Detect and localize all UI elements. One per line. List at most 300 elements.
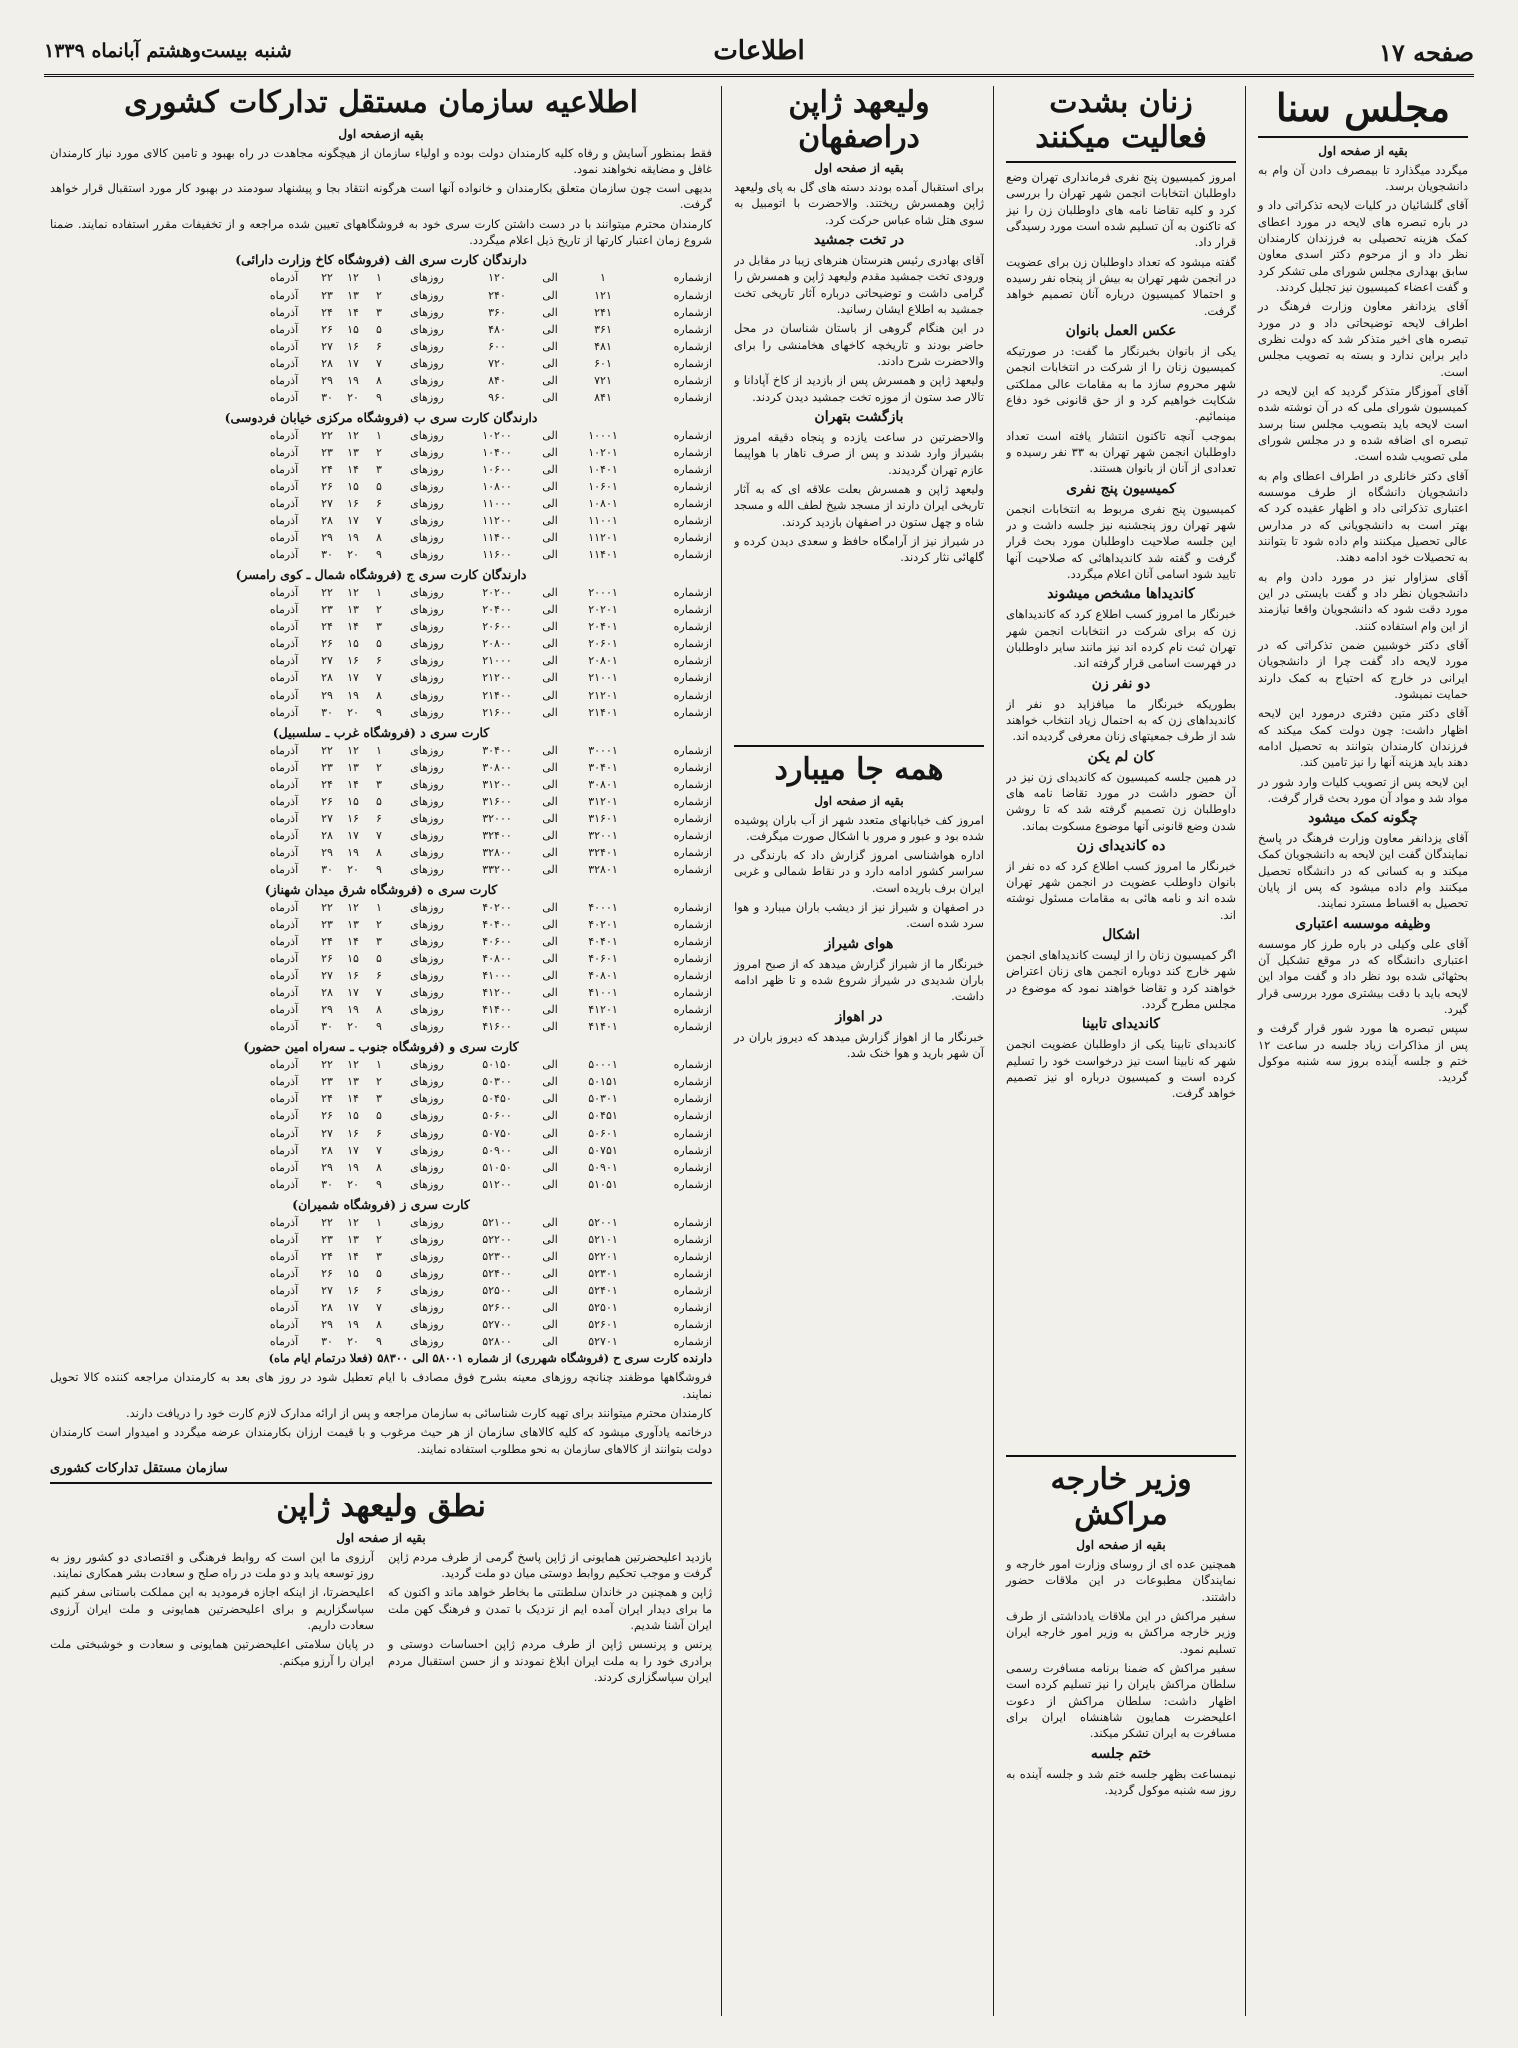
schedule-cell-num: ۳۲۰۰۰ [482,811,512,825]
schedule-cell-to: الی [542,1160,558,1174]
schedule-cell-d1: ۱ [376,271,382,285]
schedule-cell-d2: ۱۹ [347,373,359,387]
schedule-cell-to: الی [542,548,558,562]
paragraph: سفیر مراکش که ضمنا برنامه مسافرت رسمی سلطان مراکش بایران را نیز تسلیم کرده است اظهار داشت: سلطان مراکش از دعوت اعلیحضرت همایون شاهنشاه ایران برای مسافرت به ایران تشکر میکند. [1006,1660,1236,1741]
paragraph: آقای یزدانفر معاون وزارت فرهنگ در اطراف لایحه توضیحاتی داد و در مورد تبصره های اخیر متذکر شد که دولت نظری دایر براین ندارد و بسته به تصویب مجلس است. [1258,299,1468,379]
schedule-cell-days: روزهای [410,986,444,1000]
schedule-row [50,1214,712,1231]
schedule-cell-d1: ۳ [376,620,382,634]
schedule-row [50,1176,712,1193]
schedule-cell-label: ازشماره [673,479,712,493]
schedule-group-title: کارت سری ز (فروشگاه شمیران) [292,1196,470,1212]
schedule-cell-d1: ۱ [376,1215,382,1229]
schedule-cell-month: آذرماه [269,935,299,949]
schedule-row [50,478,712,495]
schedule-cell-days: روزهای [410,1160,444,1174]
schedule-cell-d1: ۲ [376,760,382,774]
schedule-row [50,495,712,512]
subheading: دو نفر زن [1091,675,1151,692]
schedule-cell-d2: ۱۶ [347,1283,359,1297]
schedule-cell-to: الی [542,1249,558,1263]
schedule-row [50,512,712,529]
paragraph: آقای آموزگار متذکر گردید که این لایحه در کمیسیون شورای ملی که در آن نوشته شده است لایحه باید بتصویب مجلس سنا برسد تبصره ای اضافه شده و در مجلس شورای ملی تصویب شده است. [1258,383,1468,464]
schedule-cell-month: آذرماه [269,828,299,842]
schedule-cell-to: الی [542,271,558,285]
schedule-cell-month: آذرماه [269,760,299,774]
crown-body [734,179,984,739]
schedule-cell-month: آذرماه [269,339,299,353]
schedule-cell-days: روزهای [410,654,444,668]
paragraph: امروز کف خیابانهای متعدد شهر از آب باران پوشیده شده بود و عبور و مرور با اشکال صورت میگرفت. [734,812,984,843]
schedule-cell-from: ۵۰۱۵۱ [588,1075,618,1089]
schedule-cell-days: روزهای [410,671,444,685]
schedule-cell-from: ۵۲۶۰۱ [588,1318,618,1331]
schedule-cell-d2: ۱۶ [347,497,359,511]
schedule-cell-d3: ۲۹ [321,1318,333,1331]
schedule-row [50,529,712,546]
schedule-cell-d2: ۱۳ [347,918,359,932]
schedule-cell-d2: ۱۴ [347,462,359,476]
speech-continued: بقیه از صفحه اول [336,1530,426,1545]
schedule-group-title: دارندگان کارت سری ج (فروشگاه شمال ـ کوی رامسر) [235,567,527,583]
schedule-cell-label: ازشماره [673,373,712,387]
schedule-cell-days: روزهای [410,1283,444,1297]
schedule-cell-d1: ۶ [376,811,382,825]
schedule-row [50,269,712,286]
schedule-row [50,793,712,810]
schedule-cell-d3: ۲۹ [321,1160,333,1174]
schedule-cell-label: ازشماره [673,1300,712,1314]
schedule-cell-d1: ۹ [376,1177,382,1191]
schedule-cell-month: آذرماه [269,671,299,685]
schedule-cell-d3: ۲۹ [321,688,333,702]
paragraph: والاحضرتین در ساعت یازده و پنجاه دقیقه امروز بشیراز وارد شدند و پس از صرف ناهار با هواپیما عازم تهران گردیدند. [734,429,984,477]
schedule-cell-month: آذرماه [269,845,299,859]
schedule-cell-label: ازشماره [673,705,712,719]
schedule-cell-from: ۳۶۱ [594,322,612,336]
schedule-cell-to: الی [542,390,558,404]
schedule-cell-from: ۵۰۳۰۱ [588,1092,618,1106]
schedule-cell-d3: ۳۰ [321,390,333,404]
schedule-cell-d1: ۶ [376,654,382,668]
schedule-cell-label: ازشماره [673,671,712,685]
schedule-cell-month: آذرماه [269,1335,299,1349]
schedule-row [50,321,712,338]
schedule-cell-d1: ۲ [376,288,382,302]
schedule-cell-d3: ۲۶ [321,637,333,651]
schedule-row [50,827,712,844]
schedule-cell-d3: ۲۸ [321,514,333,528]
schedule-cell-d2: ۱۴ [347,777,359,791]
jamiyard-rule [734,745,984,747]
foreign-body [1006,1556,1236,1798]
schedule-cell-d2: ۲۰ [347,705,359,719]
paragraph: بطوریکه خبرنگار ما میافزاید دو نفر از کاندیداهای زن که به احتمال زیاد انتخاب خواهند شد از طرف جمعیتهای زنان معرفی گردیده اند. [1006,696,1236,744]
schedule-cell-d3: ۲۶ [321,1109,333,1123]
schedule-cell-d3: ۲۷ [321,1126,333,1140]
schedule-cell-label: ازشماره [673,952,712,966]
speech-body [50,1549,712,1686]
schedule-row [50,844,712,861]
paragraph: امروز کمیسیون پنج نفری فرمانداری تهران وضع داوطلبان انتخابات انجمن شهر تهران را بررسی کرد و کلیه تقاضا نامه های داوطلبان زن را نیز که تاکنون به آن تسلیم شده است مورد رسیدگی قرار داد. [1006,170,1236,250]
schedule-cell-label: ازشماره [673,1003,712,1017]
schedule-cell-label: ازشماره [673,637,712,651]
schedule-cell-to: الی [542,497,558,511]
schedule-cell-to: الی [542,462,558,476]
schedule-cell-d3: ۲۸ [321,1143,333,1157]
schedule-cell-from: ۱۲۱ [594,288,612,302]
schedule-cell-days: روزهای [410,828,444,842]
schedule-cell-num: ۱۱۶۰۰ [482,548,512,562]
schedule-cell-days: روزهای [410,603,444,617]
schedule-cell-num: ۱۰۴۰۰ [482,445,512,459]
schedule-cell-from: ۴۰۰۰۱ [588,900,618,914]
schedule-cell-from: ۳۲۸۰۱ [588,862,618,876]
schedule-row [50,899,712,916]
senate-rule [1258,136,1468,138]
schedule-cell-d1: ۳ [376,462,382,476]
schedule-cell-d2: ۱۲ [347,586,359,600]
schedule-cell-days: روزهای [410,531,444,545]
schedule-cell-days: روزهای [410,935,444,949]
schedule-cell-num: ۵۰۳۰۰ [482,1075,512,1089]
schedule-cell-d2: ۱۴ [347,935,359,949]
schedule-cell-days: روزهای [410,1126,444,1140]
schedule-cell-d2: ۱۷ [347,986,359,1000]
schedule-cell-month: آذرماه [269,390,299,404]
schedule-cell-label: ازشماره [673,356,712,370]
schedule-cell-month: آذرماه [269,705,299,719]
schedule-cell-d1: ۹ [376,390,382,404]
schedule-cell-days: روزهای [410,548,444,562]
paragraph: همچنین عده ای از روسای وزارت امور خارجه و نمایندگان مطبوعات در این ملاقات حضور داشتند. [1006,1557,1236,1604]
schedule-cell-d1: ۲ [376,918,382,932]
schedule-cell-label: ازشماره [673,1177,712,1191]
schedule-cell-month: آذرماه [269,969,299,983]
paragraph: ولیعهد ژاپن و همسرش پس از بازدید از کاخ آپادانا و تالار صد ستون از موزه تخت جمشید دیدن کردند. [734,373,984,404]
schedule-cell-label: ازشماره [673,900,712,914]
jamiyard-continued: بقیه از صفحه اول [814,793,904,808]
schedule-cell-from: ۵۰۴۵۱ [588,1109,618,1123]
schedule-cell-from: ۲۰۶۰۱ [588,637,618,651]
schedule-cell-num: ۵۰۴۵۰ [482,1092,512,1106]
subheading: کاندیداها مشخص میشوند [1047,586,1195,603]
schedule-cell-label: ازشماره [673,845,712,859]
schedule-cell-month: آذرماه [269,531,299,545]
paragraph: کمیسیون پنج نفری مربوط به انتخابات انجمن شهر تهران روز پنجشنبه نیز جلسه داشت و در این جلسه صلاحیت داوطلبان مورد بحث قرار گرفت و گفته شد کاندیداهائی که صلاحیت آنها تایید شود اسامی آنان اعلام میگردد. [1006,501,1236,581]
schedule-cell-d2: ۱۳ [347,1075,359,1089]
schedule-cell-month: آذرماه [269,462,299,476]
schedule-row [50,704,712,721]
schedule-cell-label: ازشماره [673,1092,712,1106]
schedule-cell-d2: ۲۰ [347,1177,359,1191]
schedule-cell-to: الی [542,760,558,774]
senate-continued: بقیه از صفحه اول [1318,143,1408,158]
schedule-cell-label: ازشماره [673,514,712,528]
schedule-cell-label: ازشماره [673,428,712,442]
schedule-cell-d2: ۱۳ [347,603,359,617]
schedule-row [50,635,712,652]
schedule-cell-num: ۵۲۸۰۰ [482,1335,512,1349]
schedule-cell-to: الی [542,654,558,668]
schedule-cell-from: ۳۰۴۰۱ [588,760,618,774]
schedule-cell-d1: ۵ [376,637,382,651]
schedule-cell-d2: ۱۵ [347,637,359,651]
schedule-cell-d3: ۲۴ [321,1092,333,1106]
schedule-cell-to: الی [542,688,558,702]
schedule-cell-d1: ۳ [376,1092,382,1106]
schedule-cell-from: ۵۰۰۰۱ [588,1058,618,1072]
schedule-cell-month: آذرماه [269,479,299,493]
schedule-cell-d1: ۷ [376,356,382,370]
schedule-cell-d1: ۸ [376,845,382,859]
schedule-cell-d3: ۲۴ [321,777,333,791]
paragraph: آقای یزدانفر معاون وزارت فرهنگ در پاسخ نمایندگان گفت این لایحه به دانشجویان کمک میکند و به کسانی که در دانشگاه تحصیل میکنند وام داده میشود که پس از پایان تحصیل به اقساط مسترد نمایند. [1258,831,1468,911]
schedule-cell-d2: ۱۷ [347,356,359,370]
women-body [1006,169,1236,1449]
schedule-row [50,584,712,601]
senate-headline: مجلس سنا [1275,86,1451,130]
schedule-cell-num: ۱۲۰ [488,271,506,285]
schedule-cell-month: آذرماه [269,1177,299,1191]
schedule-cell-d3: ۲۷ [321,497,333,511]
schedule-cell-from: ۵۰۶۰۱ [588,1126,618,1140]
schedule-row [50,652,712,669]
schedule-cell-from: ۱۰۰۰۱ [588,428,618,442]
paragraph: در شیراز نیز از آرامگاه حافظ و سعدی دیدن کرده و گلهائی نثار کردند. [734,533,984,565]
schedule-cell-month: آذرماه [269,1283,299,1297]
schedule-row [50,1316,712,1333]
schedule-cell-d2: ۱۳ [347,1232,359,1246]
schedule-cell-from: ۴۱۰۰۱ [588,986,618,1000]
schedule-cell-d2: ۱۶ [347,339,359,353]
schedule-cell-month: آذرماه [269,1143,299,1157]
schedule-cell-label: ازشماره [673,390,712,404]
schedule-cell-d3: ۲۹ [321,845,333,859]
schedule-cell-label: ازشماره [673,777,712,791]
schedule-cell-from: ۷۲۱ [594,373,612,387]
schedule-cell-days: روزهای [410,271,444,285]
newspaper-name: اطلاعات [713,36,805,66]
schedule-cell-to: الی [542,986,558,1000]
schedule-cell-from: ۲۴۱ [594,305,612,319]
paragraph: فقط بمنظور آسایش و رفاه کلیه کارمندان دولت بوده و اولیاء سازمان از هیچگونه مجاهدت در راه بهبود و تامین کالای مورد نیاز کارمندان غافل و مضایقه نخواهند نمود. [50,145,712,176]
schedule-cell-num: ۲۴۰ [488,288,506,302]
schedule-cell-month: آذرماه [269,1003,299,1017]
schedule-row [50,984,712,1001]
schedule-row [50,687,712,704]
schedule-cell-d1: ۹ [376,1335,382,1349]
schedule-cell-month: آذرماه [269,1160,299,1174]
schedule-cell-d1: ۸ [376,531,382,545]
schedule-cell-month: آذرماه [269,811,299,825]
schedule-cell-to: الی [542,935,558,949]
schedule-group-title: دارندگان کارت سری الف (فروشگاه کاخ وزارت دارائی) [235,252,527,268]
schedule-cell-to: الی [542,952,558,966]
schedule-cell-d3: ۳۰ [321,705,333,719]
schedule-cell-d1: ۲ [376,1232,382,1246]
schedule-cell-days: روزهای [410,339,444,353]
schedule-cell-d2: ۱۴ [347,620,359,634]
schedule-row [50,1159,712,1176]
schedule-cell-days: روزهای [410,637,444,651]
schedule-cell-month: آذرماه [269,373,299,387]
schedule-cell-month: آذرماه [269,548,299,562]
subheading: وظیفه موسسه اعتباری [1295,915,1431,932]
schedule-cell-to: الی [542,1232,558,1246]
schedule-cell-d3: ۲۳ [321,288,333,302]
paragraph: آقای علی وکیلی در باره طرز کار موسسه اعتباری دانشگاه که در موقع تشکیل آن بحثهائی شده بود نظر داد و گفت مواد این لایحه باید با دقت بیشتری مورد بررسی قرار گیرد. [1258,936,1468,1017]
paragraph: در پایان سلامتی اعلیحضرتین همایونی و سعادت و خوشبختی ملت ایران را آرزو میکنم. [50,1637,374,1668]
paragraph: خبرنگار ما از شیراز گزارش میدهد که از صبح امروز باران شدیدی در شیراز شروع شده و تا ظهر ادامه داشت. [734,956,984,1004]
schedule-cell-from: ۵۱۰۵۱ [588,1177,618,1191]
schedule-cell-label: ازشماره [673,305,712,319]
schedule-cell-label: ازشماره [673,986,712,1000]
schedule-cell-d1: ۷ [376,1300,382,1314]
schedule-cell-to: الی [542,1300,558,1314]
schedule-cell-d2: ۱۴ [347,1092,359,1106]
schedule-cell-d2: ۱۲ [347,271,359,285]
notice-column [44,86,718,2016]
schedule-cell-label: ازشماره [673,1160,712,1174]
schedule-cell-num: ۱۱۴۰۰ [482,531,512,545]
schedule-cell-d2: ۱۶ [347,654,359,668]
schedule-cell-d1: ۶ [376,969,382,983]
schedule-cell-num: ۳۱۶۰۰ [482,794,512,808]
schedule-cell-d1: ۲ [376,1075,382,1089]
jamiyard-body [734,812,984,1062]
schedule-cell-label: ازشماره [673,862,712,876]
schedule-cell-month: آذرماه [269,322,299,336]
schedule-cell-label: ازشماره [673,1058,712,1072]
schedule-cell-num: ۲۱۴۰۰ [482,688,512,702]
column-rule [721,86,722,2016]
schedule-cell-label: ازشماره [673,1126,712,1140]
schedule-cell-num: ۳۶۰ [488,305,506,319]
schedule-cell-d3: ۲۳ [321,1075,333,1089]
schedule-row [50,601,712,618]
subheading: در تخت جمشید [813,231,905,248]
schedule-cell-days: روزهای [410,845,444,859]
schedule-cell-d3: ۲۸ [321,671,333,685]
paragraph: پرنس و پرنسس ژاپن از طرف مردم ژاپن احساسات دوستی و برادری خود را به ملت ایران ابلاغ نمودند و از حسن استقبال مردم ایران سپاسگزاری کردند. [388,1637,712,1684]
schedule-cell-days: روزهای [410,1020,444,1034]
schedule-cell-from: ۱۰۴۰۱ [588,462,618,476]
paragraph: گفته میشود که تعداد داوطلبان زن برای عضویت در انجمن شهر تهران به بیش از پنجاه نفر رسیده و احتمالا کمیسیون درباره آنان تصمیم خواهد گرفت. [1006,254,1236,318]
schedule-cell-d3: ۲۴ [321,305,333,319]
schedule-cell-days: روزهای [410,620,444,634]
schedule-cell-d3: ۳۰ [321,1020,333,1034]
schedule-row [50,1299,712,1316]
schedule-cell-month: آذرماه [269,1109,299,1123]
schedule-cell-d2: ۱۷ [347,1143,359,1157]
schedule-cell-to: الی [542,586,558,600]
schedule-cell-num: ۵۱۲۰۰ [482,1177,512,1191]
schedule-cell-d3: ۲۲ [321,428,333,442]
schedule-row [50,546,712,563]
schedule-cell-month: آذرماه [269,1092,299,1106]
schedule-cell-num: ۵۲۶۰۰ [482,1300,512,1314]
schedule-cell-d1: ۹ [376,705,382,719]
schedule-row [50,389,712,406]
schedule-cell-d1: ۵ [376,1109,382,1123]
schedule-cell-month: آذرماه [269,1215,299,1229]
schedule-cell-to: الی [542,288,558,302]
schedule-cell-from: ۱۰۸۰۱ [588,497,618,511]
schedule-cell-month: آذرماه [269,952,299,966]
schedule-cell-num: ۶۰۰ [488,339,506,353]
schedule-group-title: کارت سری د (فروشگاه غرب ـ سلسبیل) [272,724,490,740]
schedule-cell-d3: ۲۳ [321,1232,333,1246]
schedule-cell-days: روزهای [410,862,444,876]
schedule-cell-num: ۸۴۰ [488,373,506,387]
schedule-cell-label: ازشماره [673,1215,712,1229]
schedule-cell-num: ۵۲۷۰۰ [482,1318,512,1331]
schedule-cell-month: آذرماه [269,288,299,302]
schedule-cell-days: روزهای [410,305,444,319]
schedule-cell-days: روزهای [410,705,444,719]
schedule-cell-d2: ۱۲ [347,743,359,757]
schedule-cell-month: آذرماه [269,356,299,370]
schedule-cell-d1: ۶ [376,497,382,511]
schedule-cell-from: ۴۱۲۰۱ [588,1003,618,1017]
column-rule [993,86,994,2016]
schedule-cell-to: الی [542,900,558,914]
schedule-row [50,287,712,304]
schedule-cell-month: آذرماه [269,654,299,668]
schedule-cell-num: ۴۰۲۰۰ [482,900,512,914]
schedule-cell-label: ازشماره [673,1075,712,1089]
schedule-row [50,1142,712,1159]
schedule-cell-to: الی [542,620,558,634]
paragraph: آرزوی ما این است که روابط فرهنگی و اقتصادی دو کشور روز به روز توسعه یابد و دو ملت در راه صلح و سعادت بشر همکاری نمایند. [50,1549,374,1580]
notice-headline: اطلاعیه سازمان مستقل تدارکات کشوری [124,86,638,120]
schedule-cell-d1: ۸ [376,373,382,387]
schedule-cell-d1: ۷ [376,671,382,685]
paragraph: اداره هواشناسی امروز گزارش داد که بارندگی در سراسر کشور ادامه دارد و در نقاط شمالی و غربی ایران برف باریده است. [734,848,984,895]
schedule-cell-num: ۳۲۸۰۰ [482,845,512,859]
schedule-cell-label: ازشماره [673,1283,712,1297]
schedule-row [50,427,712,444]
schedule-cell-from: ۵۰۹۰۱ [588,1160,618,1174]
schedule-cell-days: روزهای [410,900,444,914]
schedule-cell-month: آذرماه [269,777,299,791]
schedule-cell-month: آذرماه [269,1126,299,1140]
schedule-cell-d3: ۲۸ [321,986,333,1000]
schedule-cell-d3: ۲۷ [321,1283,333,1297]
schedule-cell-to: الی [542,1003,558,1017]
schedule-cell-d1: ۲ [376,603,382,617]
schedule-cell-d2: ۱۷ [347,828,359,842]
paragraph: آقای دکتر خانلری در اطراف اعطای وام به دانشجویان دانشگاه از طرف موسسه اعتباری تذکراتی داد و اظهار عقیده کرد که بهتر است به دانشجویانی که در مدارس عالی تحصیل میکنند وام داده شود تا بتوانند به تحصیلات خود ادامه دهند. [1258,468,1468,565]
schedule-cell-d1: ۳ [376,777,382,791]
schedule-cell-to: الی [542,531,558,545]
schedule-cell-days: روزهای [410,1058,444,1072]
schedule-cell-d3: ۲۳ [321,603,333,617]
paragraph: در همین جلسه کمیسیون که کاندیدای زن نیز در آن حضور داشت در مورد تقاضا نامه های داوطلبان زن تصمیم گرفته شد که تا روشن شدن وضع قانونی آنها موضوع مسکوت بماند. [1006,769,1236,833]
schedule-row [50,742,712,759]
schedule-cell-d1: ۷ [376,1143,382,1157]
schedule-cell-d1: ۸ [376,688,382,702]
schedule-group-title: کارت سری و (فروشگاه جنوب ـ سه‌راه امین حضور) [243,1039,519,1055]
subheading: کمیسیون پنج نفری [1066,480,1176,497]
schedule-cell-d3: ۲۶ [321,952,333,966]
paragraph: یکی از بانوان بخبرنگار ما گفت: در صورتیکه کمیسیون زنان را از شرکت در انتخابات انجمن شهر محروم سازد ما به مقامات عالی مملکتی شکایت خواهیم کرد و از حق قانونی خود دفاع مینمائیم. [1006,343,1236,424]
schedule-cell-d1: ۳ [376,1249,382,1263]
schedule-cell-from: ۵۲۴۰۱ [588,1283,618,1297]
schedule-cell-d1: ۶ [376,339,382,353]
schedule-cell-days: روزهای [410,1300,444,1314]
